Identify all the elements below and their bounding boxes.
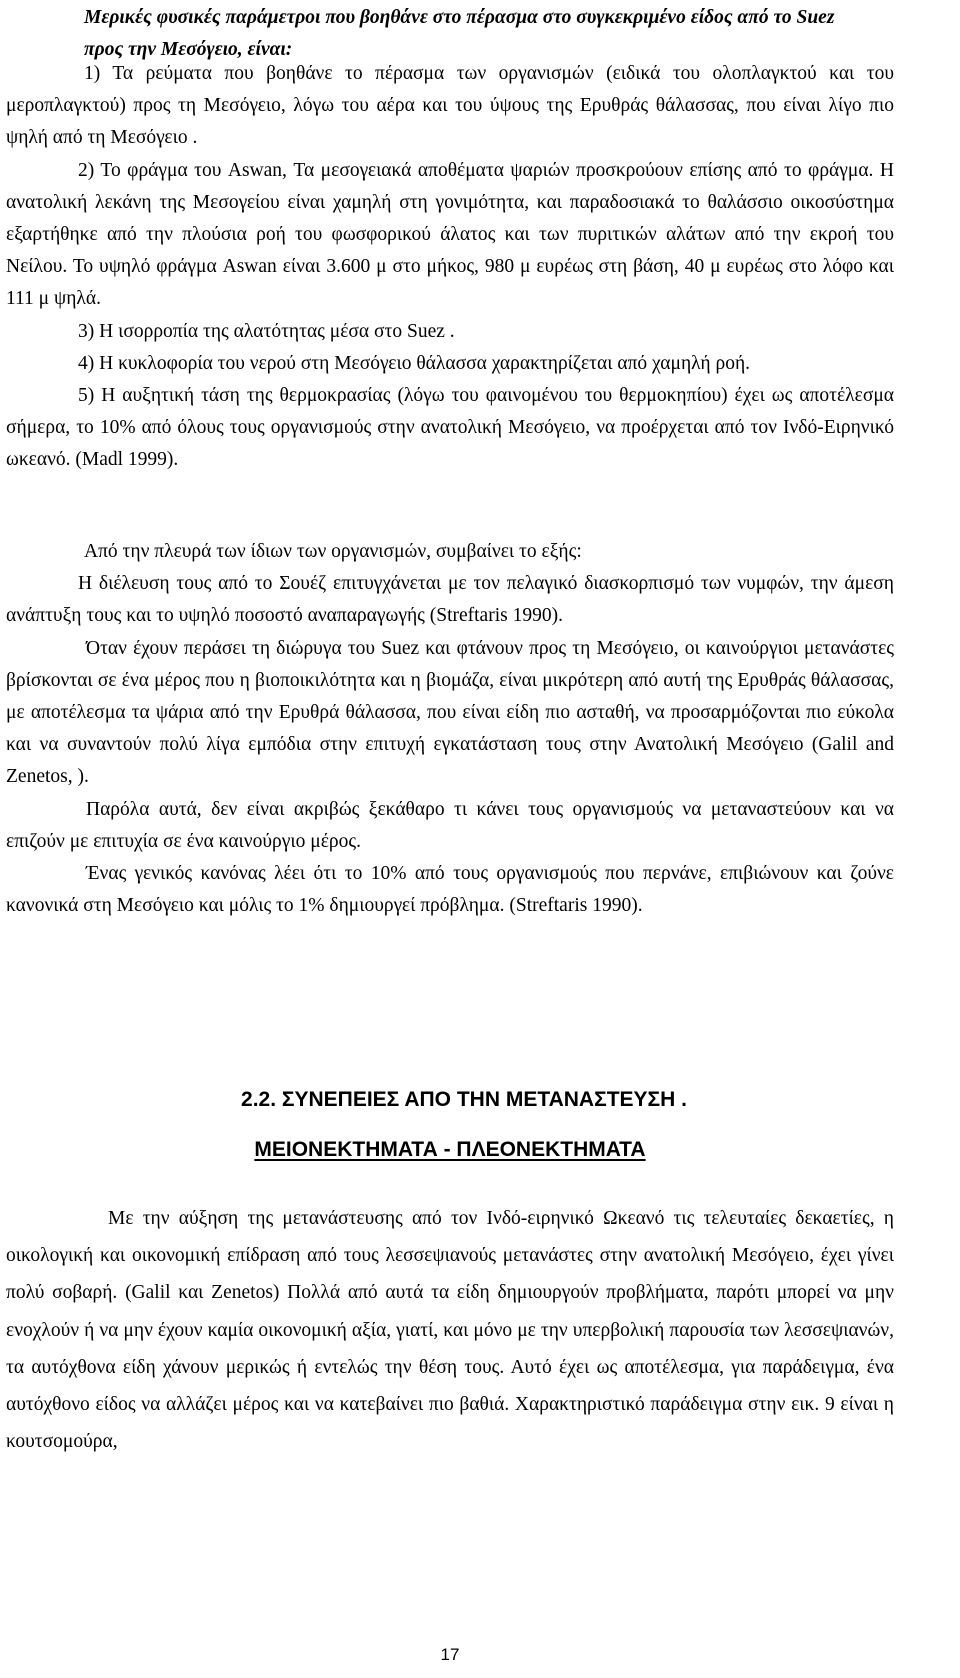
section-body [6, 1200, 894, 1460]
factors-list [6, 58, 894, 477]
body-paragraphs [6, 536, 894, 922]
factor-item: 5) Η αυξητική τάση της θερμοκρασίας (λόγω του φαινομένου του θερμοκηπίου) έχει ως αποτέλεσμα σήμερα, το 10% από όλους τους οργανισμούς στην ανατολική Μεσόγειο, να προέρχεται από τον Ινδό-Ειρηνικό ωκεανό. (Madl 1999). [6, 385, 894, 471]
paragraph: Από την πλευρά των ίδιων των οργανισμών, συμβαίνει το εξής: [84, 541, 582, 562]
intro-heading: Μερικές φυσικές παράμετροι που βοηθάνε στο πέρασμα στο συγκεκριμένο είδος από το Suez προς την Μεσόγειο, είναι: [84, 7, 835, 60]
section-heading: 2.2. ΣΥΝΕΠΕΙΕΣ ΑΠΟ ΤΗΝ ΜΕΤΑΝΑΣΤΕΥΣΗ . [241, 1088, 687, 1111]
page-number: 17 [440, 1645, 460, 1664]
factor-item: 3) Η ισορροπία της αλατότητας μέσα στο Suez . [78, 320, 455, 342]
paragraph: Με την αύξηση της μετανάστευσης από τον Ινδό-ειρηνικό Ωκεανό τις τελευταίες δεκαετίες, η οικολογική και οικονομική επίδραση από τους λεσσεψιανούς μετανάστες στην ανατολική Μεσόγειο, έχει γίνει πολύ σοβαρή. (Galil και Zenetos) Πολλά από αυτά τα είδη δημιουργούν προβλήματα, παρότι μπορεί να μην ενοχλούν ή να μην έχουν καμία οικονομική αξία, γιατί, και μόνο με την υπερβολική παρουσία των λεσσεψιανών, τα αυτόχθονα είδη χάνουν μερικώς ή εντελώς την θέση τους. Αυτό έχει ως αποτέλεσμα, για παράδειγμα, ένα αυτόχθονο είδος να αλλάζει μέρος και να κατεβαίνει πιο βαθιά. Χαρακτηριστικό παράδειγμα στην εικ. 9 είναι η κουτσομούρα, [6, 1208, 894, 1453]
paragraph: Η διέλευση τους από το Σουέζ επιτυγχάνεται με τον πελαγικό διασκορπισμό των νυμφών, την άμεση ανάπτυξη τους και το υψηλό ποσοστό αναπαραγωγής (Streftaris 1990). [6, 573, 894, 627]
paragraph: Ένας γενικός κανόνας λέει ότι το 10% από τους οργανισμούς που περνάνε, επιβιώνουν και ζούνε κανονικά στη Μεσόγειο και μόλις το 1% δημιουργεί πρόβλημα. (Streftaris 1990). [6, 863, 894, 917]
factor-item: 2) Το φράγμα του Aswan, Τα μεσογειακά αποθέματα ψαριών προσκρούουν επίσης από το φράγμα. Η ανατολική λεκάνη της Μεσογείου είναι χαμηλή στη γονιμότητα, και παραδοσιακά το θαλάσσιο οικοσύστημα εξαρτήθηκε από την πλούσια ροή του φωσφορικού άλατος και των πυριτικών αλάτων από την εκροή του Νείλου. Το υψηλό φράγμα Aswan είναι 3.600 μ στο μήκος, 980 μ ευρέως στη βάση, 40 μ ευρέως στο λόφο και 111 μ ψηλά. [6, 159, 894, 310]
factor-item: 1) Τα ρεύματα που βοηθάνε το πέρασμα των οργανισμών (ειδικά του ολοπλαγκτού και του μεροπλαγκτού) προς τη Μεσόγειο, λόγω του αέρα και του ύψους της Ερυθράς θάλασσας, που είναι λίγο πιο ψηλή από τη Μεσόγειο . [6, 63, 894, 149]
paragraph: Όταν έχουν περάσει τη διώρυγα του Suez και φτάνουν προς τη Μεσόγειο, οι καινούργιοι μετανάστες βρίσκονται σε ένα μέρος που η βιοποικιλότητα και η βιομάζα, είναι μικρότερη από αυτή της Ερυθράς θάλασσας, με αποτέλεσμα τα ψάρια από την Ερυθρά θάλασσα, που είναι είδη πιο ασταθή, να προσαρμόζονται πιο εύκολα και να συναντούν πολύ λίγα εμπόδια στην επιτυχή εγκατάσταση τους στην Ανατολική Μεσόγειο (Galil and Zenetos, ). [6, 637, 894, 788]
paragraph: Παρόλα αυτά, δεν είναι ακριβώς ξεκάθαρο τι κάνει τους οργανισμούς να μεταναστεύουν και να επιζούν με επιτυχία σε ένα καινούργιο μέρος. [6, 798, 894, 852]
section-subheading: ΜΕΙΟΝΕΚΤΗΜΑΤΑ - ΠΛΕΟΝΕΚΤΗΜΑΤΑ [254, 1138, 646, 1161]
factor-item: 4) Η κυκλοφορία του νερού στη Μεσόγειο θάλασσα χαρακτηρίζεται από χαμηλή ροή. [78, 352, 751, 374]
